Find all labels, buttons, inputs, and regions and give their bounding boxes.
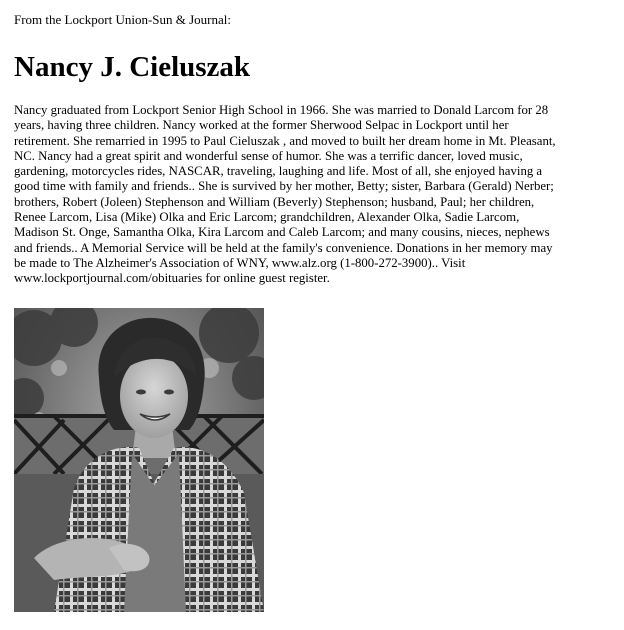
obituary-text: [14, 103, 614, 287]
obituary-line: Nancy graduated from Lockport Senior High School in 1966. She was married to Donald Larcom for 28: [14, 103, 549, 117]
face: [120, 354, 188, 438]
obituary-line: www.lockportjournal.com/obituaries for online guest register.: [14, 271, 330, 286]
source-attribution: From the Lockport Union-Sun & Journal:: [14, 12, 232, 27]
obituary-line: NC. Nancy had a great spirit and wonderful sense of humor. She was a terrific dancer, loved music,: [14, 148, 523, 163]
obituary-line: brothers, Robert (Joleen) Stephenson and William (Beverly) Stephenson; husband, Paul; her children,: [14, 194, 535, 209]
obituary-name-heading: Nancy J. Cieluszak: [14, 51, 251, 83]
obituary-line: retirement. She remarried in 1995 to Paul Cieluszak , and moved to built her dream home in Mt. Pleasant,: [14, 133, 556, 148]
obituary-line: years, having three children. Nancy worked at the former Sherwood Selpac in Lockport until her: [14, 118, 509, 133]
obituary-line: good time with family and friends.. She is survived by her mother, Betty; sister, Barbara (Gerald) Nerber;: [14, 179, 554, 194]
obituary-line: be made to The Alzheimer's Association of WNY, www.alz.org (1-800-272-3900).. Visit: [14, 255, 466, 270]
obituary-line: and friends.. A Memorial Service will be held at the family's convenience. Donations in her memory may: [14, 240, 553, 255]
obituary-line: gardening, motorcycles rides, NASCAR, traveling, laughing and life. Most of all, she enjoyed having a: [14, 164, 543, 179]
portrait-illustration: [14, 308, 264, 612]
obituary-line: Madison St. Onge, Samantha Olka, Kira Larcom and Caleb Larcom; and many cousins, nieces, nephews: [14, 225, 550, 240]
obituary-line: Renee Larcom, Lisa (Mike) Olka and Eric Larcom; grandchildren, Alexander Olka, Sadie Larcom,: [14, 210, 520, 225]
portrait-photo: [14, 308, 264, 612]
